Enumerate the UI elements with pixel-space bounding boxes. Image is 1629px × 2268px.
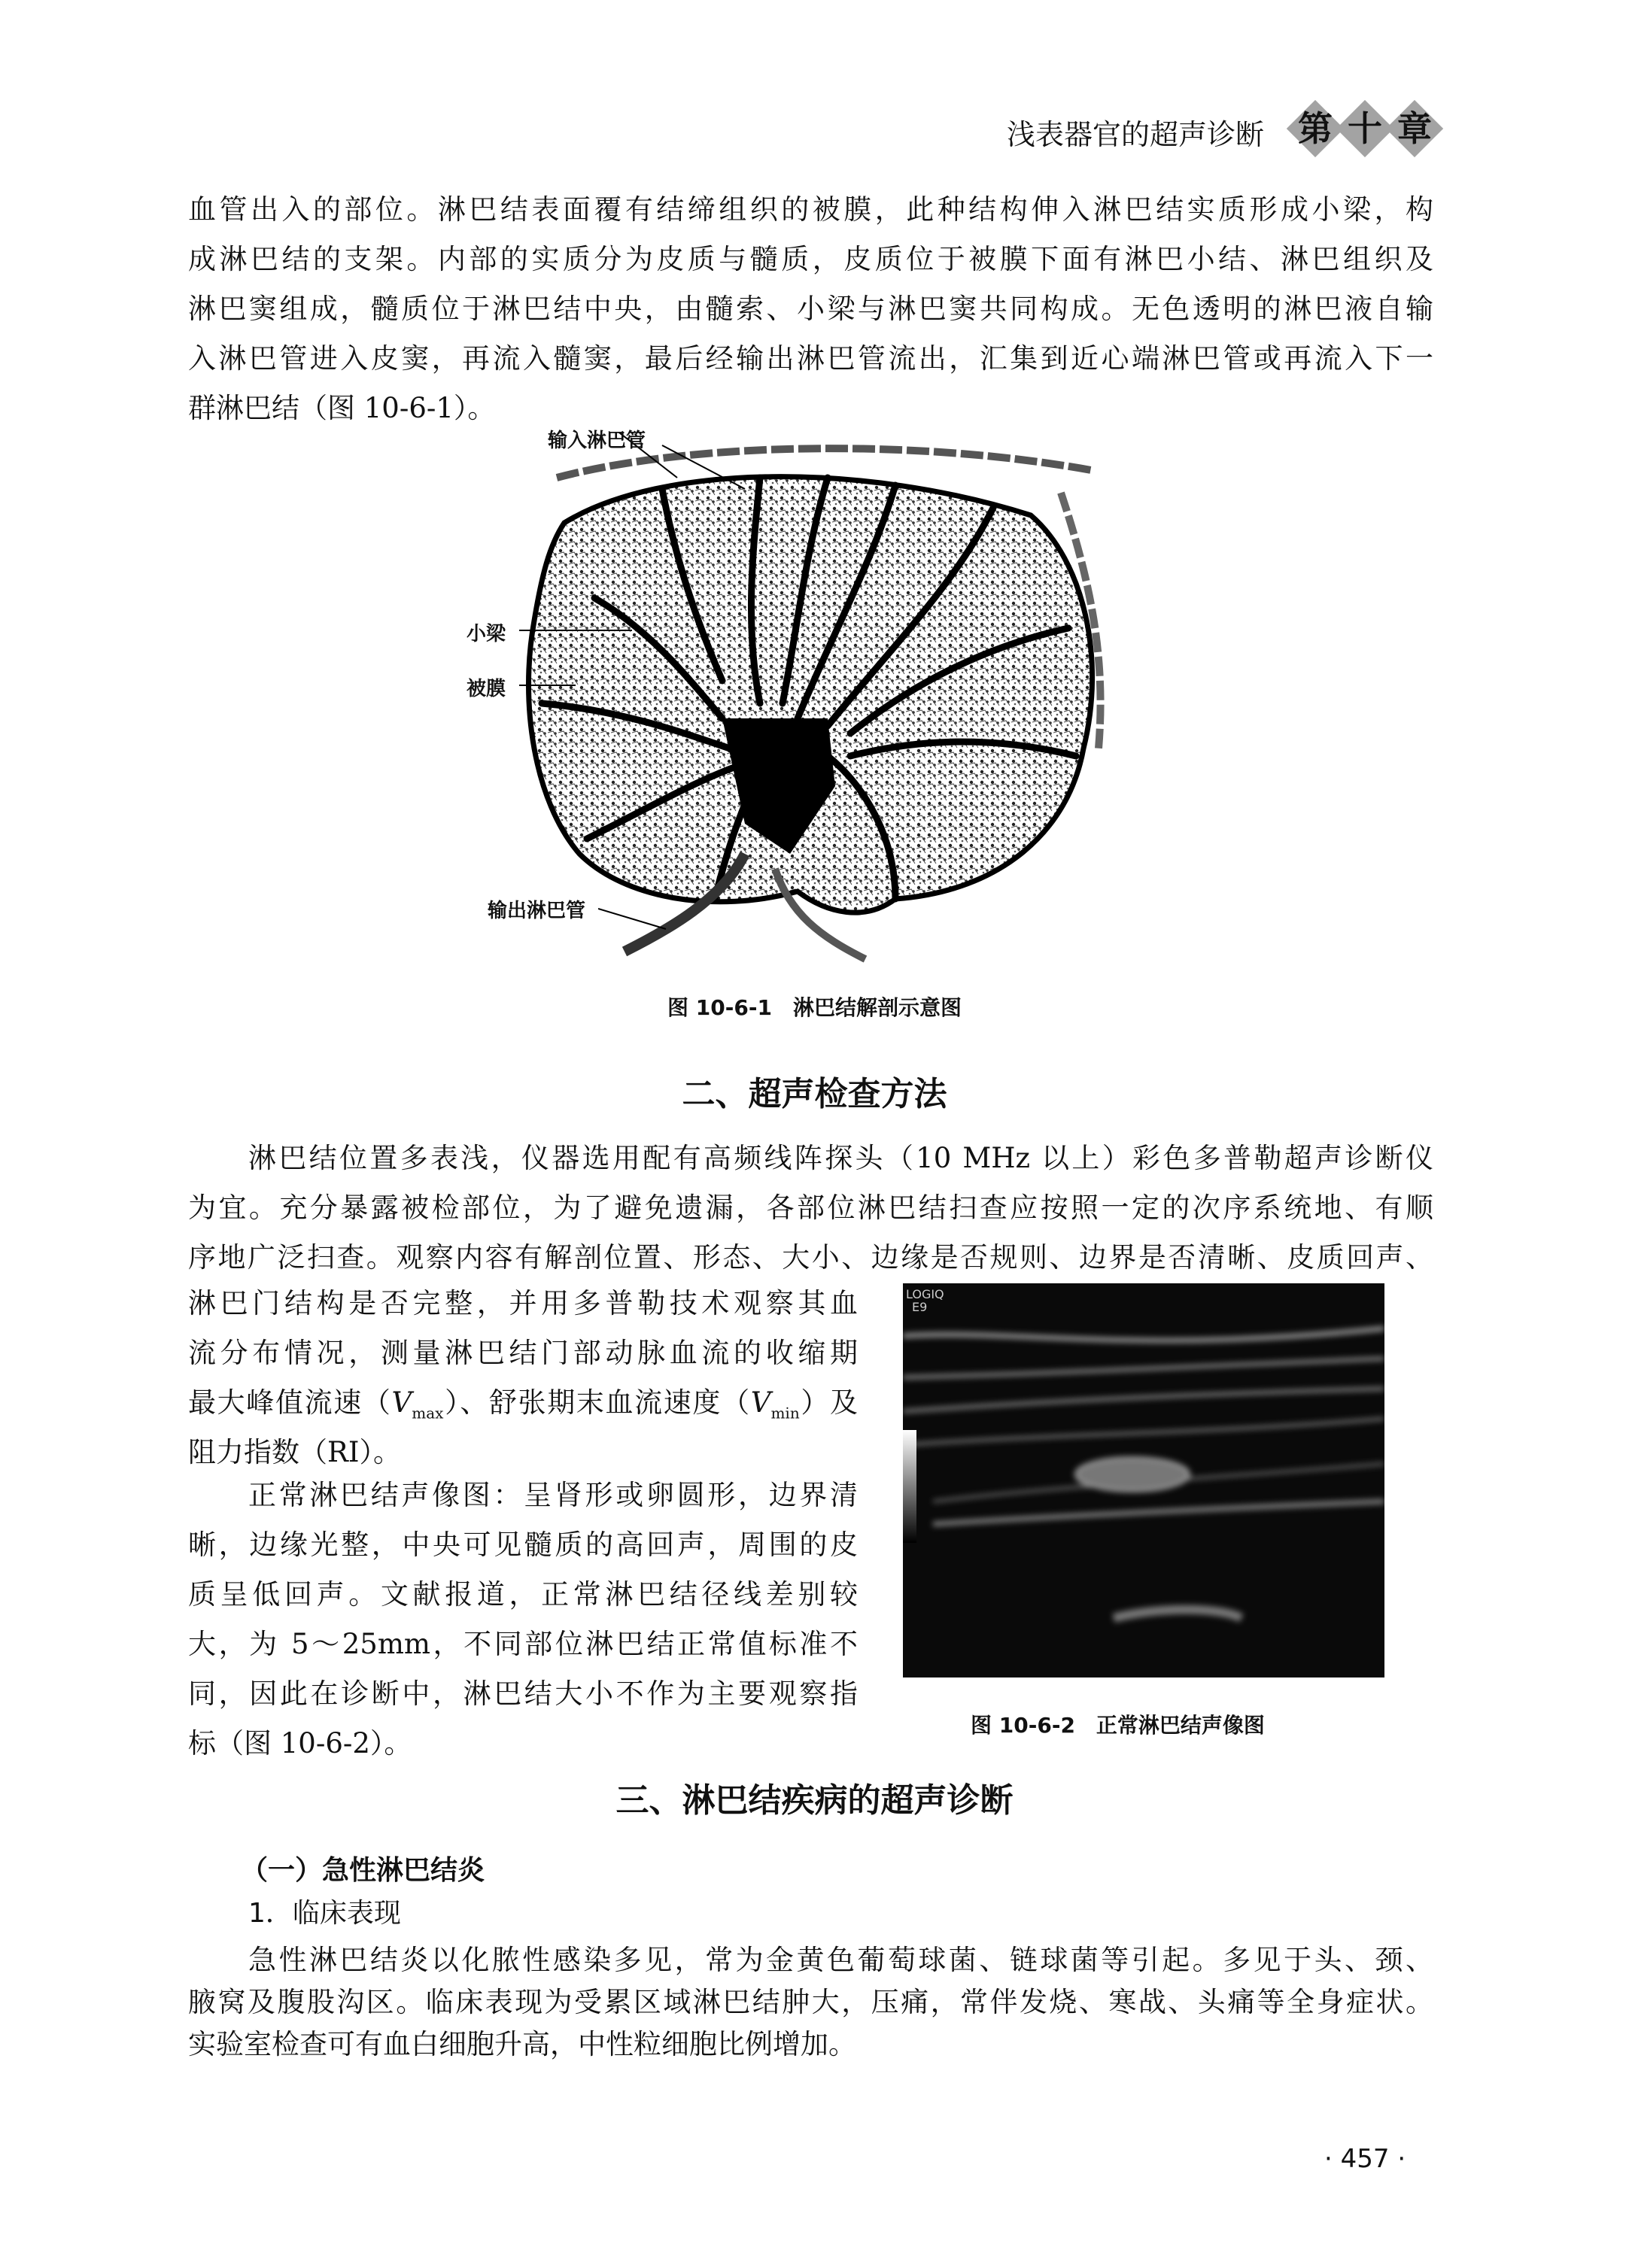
text-segment: ）、舒张期末血流速度（ (443, 1386, 751, 1419)
subheading-clinical: 1．临床表现 (248, 1898, 401, 1929)
chapter-char: 章 (1397, 108, 1432, 149)
subheading-acute-lymphadenitis: （一）急性淋巴结炎 (241, 1855, 485, 1886)
text-line: 为宜。充分暴露被检部位，为了避免遗漏，各部位淋巴结扫查应按照一定的次序系统地、有顺 (188, 1192, 1433, 1224)
section-heading-diseases: 三、淋巴结疾病的超声诊断 (615, 1781, 1014, 1820)
chapter-badge (1340, 104, 1390, 153)
text-line: 大，为 5～25mm，不同部位淋巴结正常值标准不 (188, 1628, 858, 1660)
narrow-lines (188, 1279, 858, 1378)
text-line: 流分布情况，测量淋巴结门部动脉血流的收缩期 (188, 1337, 858, 1369)
text-segment: ）及 (799, 1386, 859, 1419)
label-afferent-vessel: 输入淋巴管 (548, 430, 646, 452)
paragraph-clinical (188, 1939, 1433, 2066)
text-line: 序地广泛扫查。观察内容有解剖位置、形态、大小、边缘是否规则、边界是否清晰、皮质回声、 (188, 1241, 1433, 1274)
subscript-min: min (770, 1404, 800, 1422)
text-line: 急性淋巴结炎以化脓性感染多见，常为金黄色葡萄球菌、链球菌等引起。多见于头、颈、 (248, 1944, 1433, 1976)
v-symbol: V (391, 1386, 412, 1419)
text-line: 群淋巴结（图 10-6-1）。 (188, 392, 496, 424)
text-line: 质呈低回声。文献报道，正常淋巴结径线差别较 (188, 1578, 858, 1611)
v-symbol: V (750, 1386, 771, 1419)
text-line: 阻力指数（RI）。 (188, 1436, 401, 1468)
text-line: 成淋巴结的支架。内部的实质分为皮质与髓质，皮质位于被膜下面有淋巴小结、淋巴组织及 (188, 243, 1433, 275)
text-line: 晰，边缘光整，中央可见髓质的高回声，周围的皮 (188, 1529, 858, 1561)
text-line: 正常淋巴结声像图：呈肾形或卵圆形，边界清 (248, 1479, 858, 1511)
chapter-char: 十 (1348, 108, 1382, 149)
label-efferent-vessel: 输出淋巴管 (488, 900, 586, 922)
chapter-char: 第 (1298, 108, 1333, 149)
device-model: E9 (912, 1300, 928, 1314)
paragraph-exam-method-cont (188, 1279, 858, 1477)
page-number: · 457 · (1324, 2144, 1406, 2174)
text-line: 入淋巴管进入皮窦，再流入髓窦，最后经输出淋巴管流出，汇集到近心端淋巴管或再流入下一 (188, 342, 1433, 375)
paragraph-exam-method (188, 1134, 1433, 1283)
subscript-max: max (412, 1404, 444, 1422)
label-trabecula: 小梁 (467, 623, 506, 645)
figure1-caption: 图 10-6-1 淋巴结解剖示意图 (667, 995, 962, 1020)
text-line: 淋巴窦组成，髓质位于淋巴结中央，由髓索、小梁与淋巴窦共同构成。无色透明的淋巴液自输 (188, 293, 1433, 325)
text-line: 同，因此在诊断中，淋巴结大小不作为主要观察指 (188, 1677, 858, 1710)
label-capsule: 被膜 (467, 678, 506, 700)
paragraph-normal-node (188, 1471, 858, 1769)
text-line: 血管出入的部位。淋巴结表面覆有结缔组织的被膜，此种结构伸入淋巴结实质形成小梁，构 (188, 193, 1433, 226)
text-line: 淋巴结位置多表浅，仪器选用配有高频线阵探头（10 MHz 以上）彩色多普勒超声诊断仪 (248, 1142, 1433, 1174)
figure2-caption: 图 10-6-2 正常淋巴结声像图 (971, 1713, 1265, 1738)
section-heading-exam-method: 二、超声检查方法 (682, 1075, 947, 1113)
chapter-badge (1290, 104, 1340, 153)
device-label: LOGIQ (906, 1287, 944, 1301)
ultrasound-image (903, 1283, 1384, 1677)
ultrasound-overlay (906, 1288, 944, 1313)
text-line: 标（图 10-6-2）。 (188, 1727, 412, 1759)
running-header-title: 浅表器官的超声诊断 (1006, 118, 1264, 151)
paragraph-intro (188, 185, 1433, 433)
text-line: 腋窝及腹股沟区。临床表现为受累区域淋巴结肿大，压痛，常伴发烧、寒战、头痛等全身症状。 (188, 1986, 1433, 2018)
text-segment: 最大峰值流速（ (188, 1386, 392, 1419)
text-line: 淋巴门结构是否完整，并用多普勒技术观察其血 (188, 1287, 858, 1319)
text-line: 实验室检查可有血白细胞升高，中性粒细胞比例增加。 (188, 2028, 856, 2060)
text-line-velocity (188, 1378, 858, 1428)
chapter-badge (1390, 104, 1439, 153)
